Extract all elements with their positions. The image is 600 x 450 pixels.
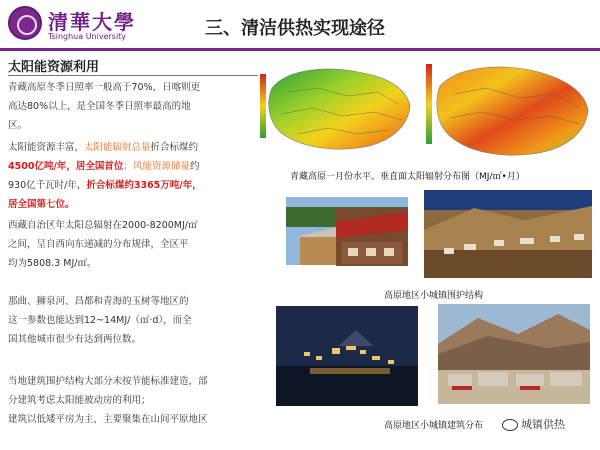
photo-night-town	[276, 306, 418, 406]
highlight-text: 风能资源储量	[132, 161, 190, 172]
paragraph-regions	[8, 292, 260, 349]
section-heading: 太阳能资源利用	[8, 60, 100, 75]
paragraph-sunshine	[8, 78, 260, 135]
text-line: 太阳能资源丰富，太阳能辐射总量折合标煤约	[8, 142, 199, 153]
tsinghua-seal-icon	[8, 6, 42, 40]
highlight-text: 折合标煤约3365万吨/年，	[86, 180, 202, 191]
radiation-map-horizontal	[258, 58, 414, 158]
text-line: 青藏高原冬季日照率一般高于70%，日喀则更	[8, 82, 201, 93]
text-line: 分建筑考虑太阳能被动房的利用；	[8, 395, 151, 406]
paragraph-resources	[8, 138, 260, 214]
text-line: 建筑以低矮平房为主，主要聚集在山间平原地区	[8, 414, 208, 425]
header-divider	[0, 48, 600, 51]
text-line: 高达80%以上，是全国冬季日照率最高的地	[8, 101, 191, 112]
maps-caption: 青藏高原一月份水平、垂直面太阳辐射分布图（MJ/㎡•月）	[290, 172, 525, 182]
highlight-text: 4500亿吨/年，居全国首位	[8, 161, 124, 172]
photo-hillside-town	[424, 190, 592, 278]
text-line: 930亿千瓦时/年，折合标煤约3365万吨/年，	[8, 180, 202, 191]
text-line: 均为5808.3 MJ/㎡。	[8, 258, 97, 269]
highlight-text: 太阳能辐射总量	[84, 142, 151, 153]
text-line: 那曲、狮泉河、昌都和青海的玉树等地区的	[8, 296, 189, 307]
section-underline	[8, 75, 258, 76]
photo-valley-town	[438, 304, 590, 404]
paragraph-radiation	[8, 216, 260, 273]
radiation-map-vertical	[424, 58, 592, 162]
text-line: 4500亿吨/年，居全国首位；风能资源储量约	[8, 161, 200, 172]
slide-title: 三、清洁供热实现途径	[205, 18, 385, 39]
text-line: 当地建筑围护结构大部分未按节能标准建造，部	[8, 376, 208, 387]
watermark	[502, 416, 565, 432]
photo-red-roof-house	[336, 208, 408, 266]
envelope-caption: 高原地区小城镇围护结构	[384, 291, 484, 301]
wechat-icon	[502, 419, 518, 431]
distribution-caption: 高原地区小城镇建筑分布	[384, 421, 484, 431]
paragraph-buildings	[8, 372, 278, 429]
watermark-text: 城镇供热	[521, 418, 565, 431]
logo-english: Tsinghua University	[48, 32, 127, 41]
text-line: 之间，呈自西向东递减的分布规律，全区平	[8, 239, 189, 250]
text-line: 区。	[8, 120, 28, 131]
logo-chinese: 清華大學	[48, 10, 136, 34]
slide-header	[0, 0, 600, 50]
text-line: 西藏自治区年太阳总辐射在2000-8200MJ/㎡	[8, 220, 198, 231]
text-line: 这一参数也能达到12~14MJ/（㎡·d），而全	[8, 315, 192, 326]
text-line: 国其他城市很少有达到两位数。	[8, 334, 142, 345]
highlight-text: 居全国第七位。	[8, 199, 75, 210]
